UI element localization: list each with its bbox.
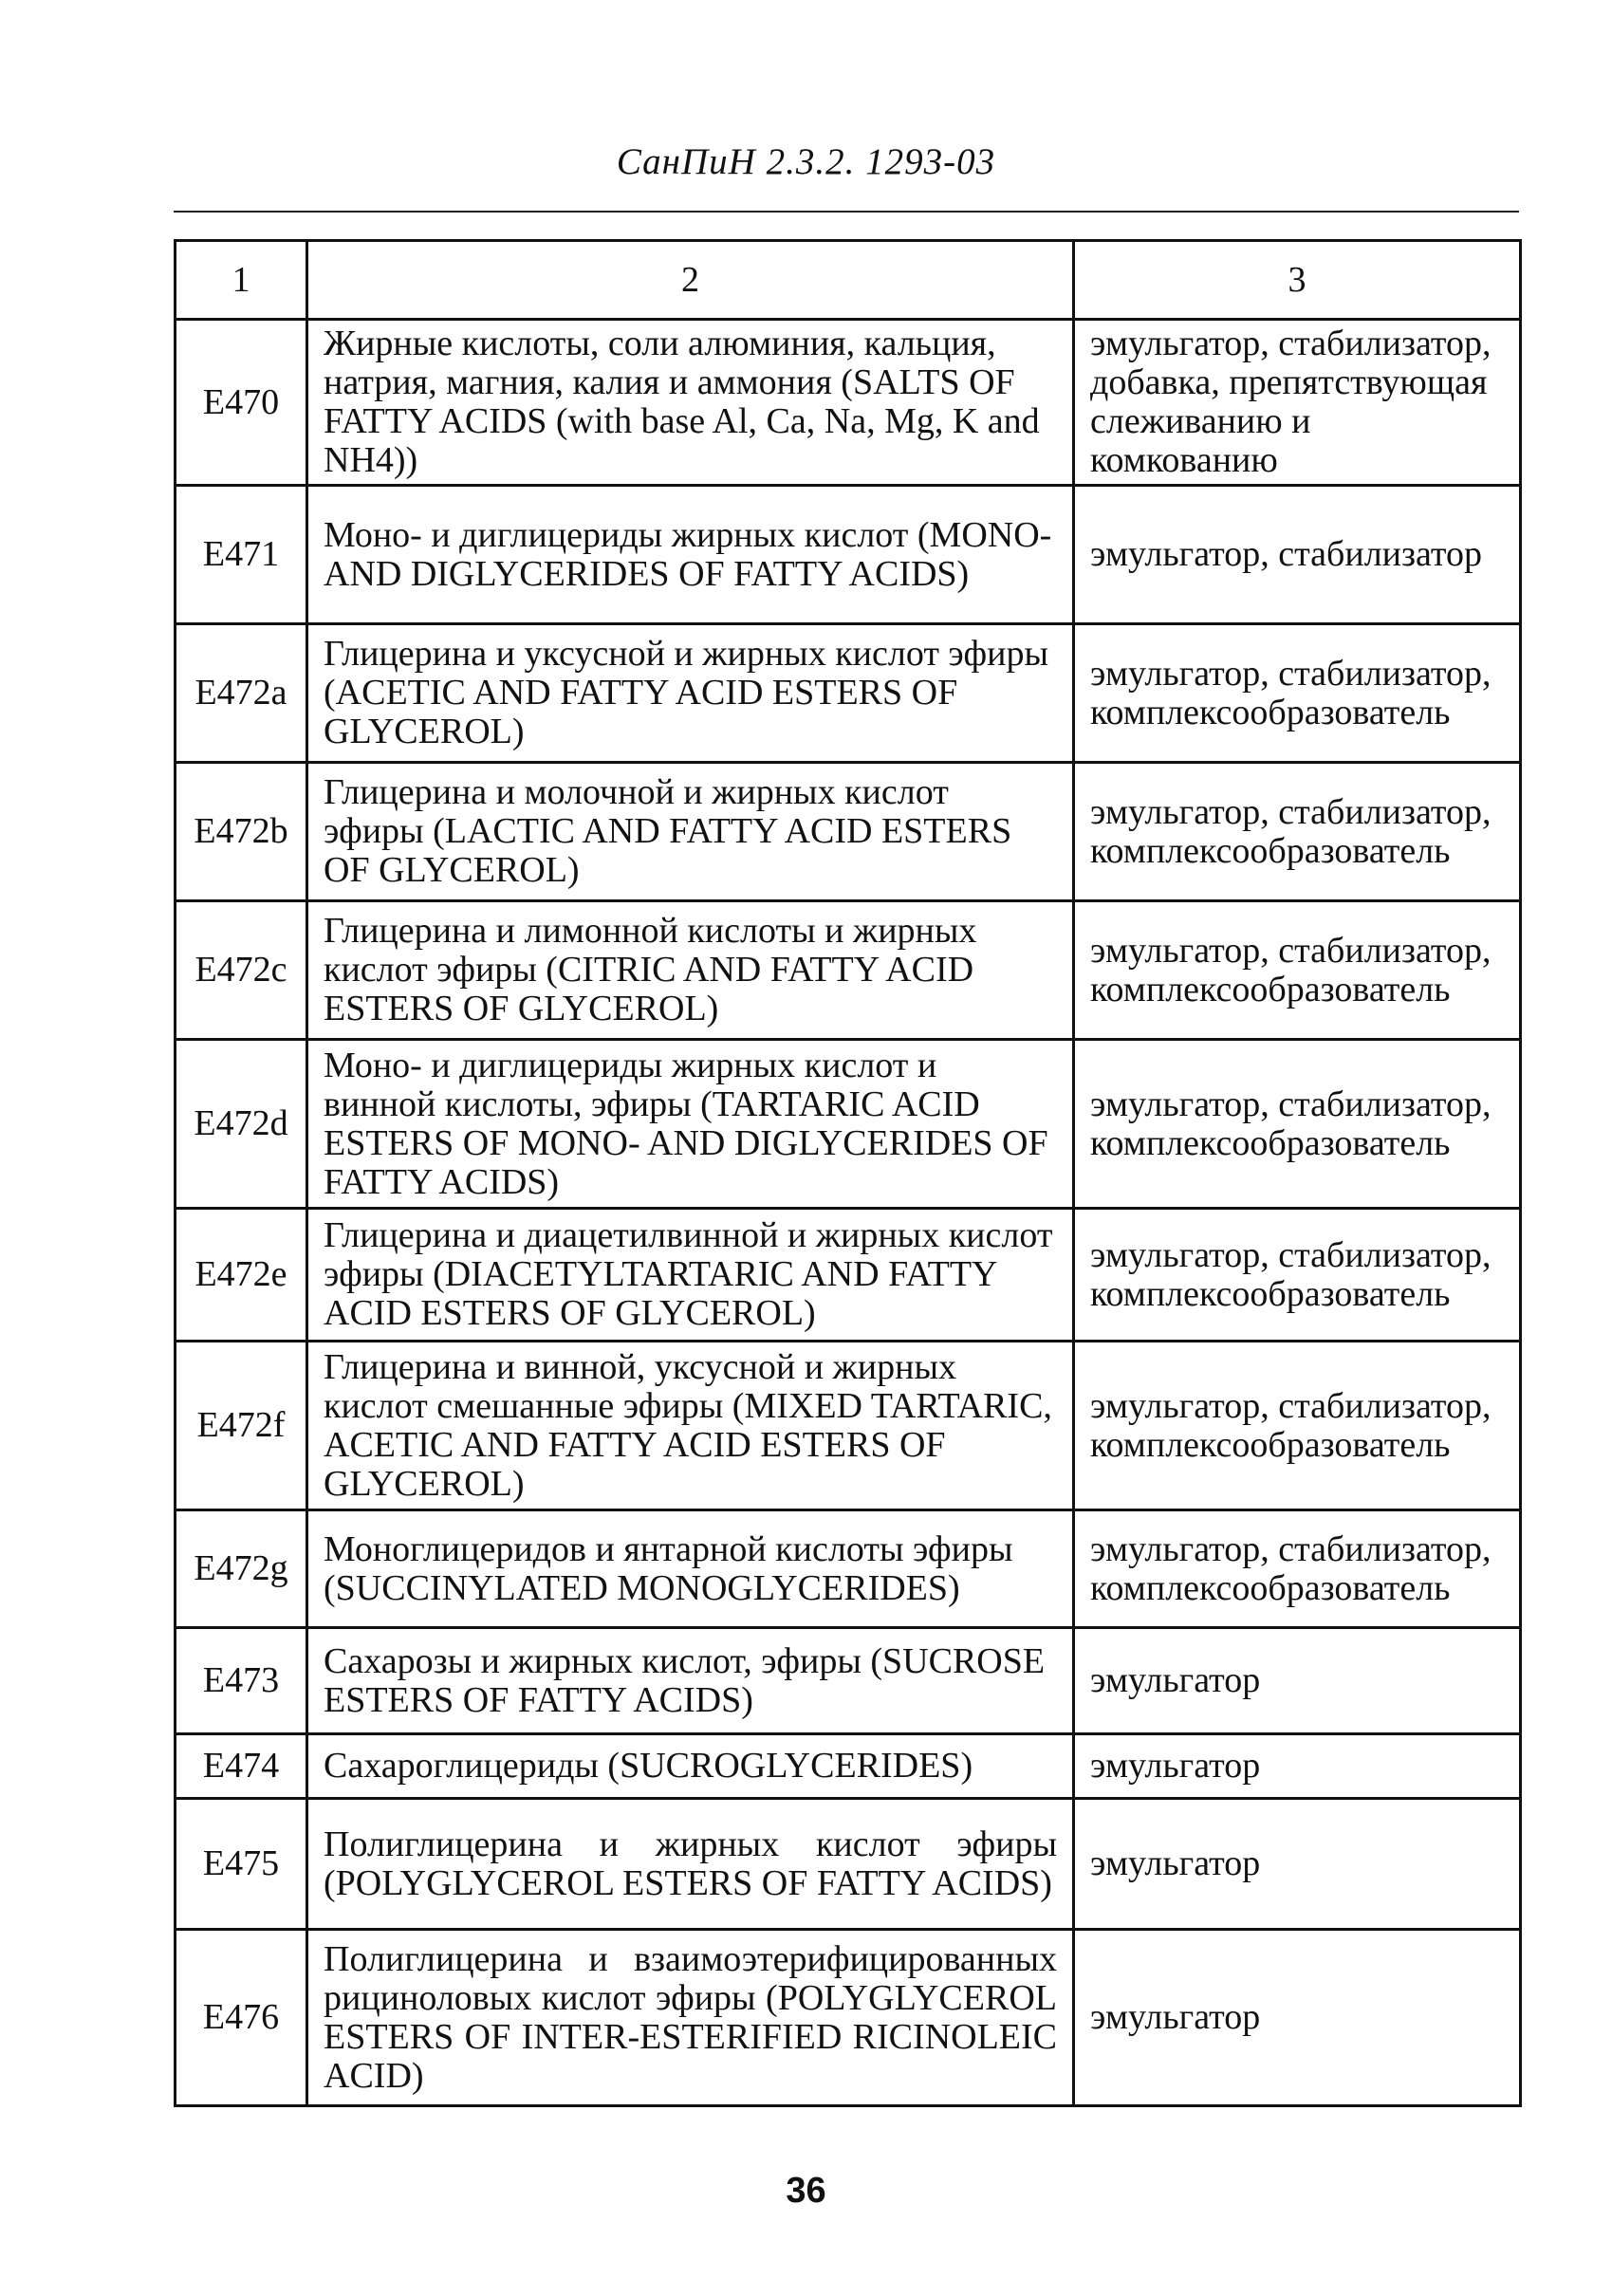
additive-code: E476 [176,1930,307,2106]
header-divider [174,211,1519,213]
additive-function: эмульгатор [1074,1734,1521,1799]
additive-code: E472e [176,1209,307,1342]
additive-code: E472g [176,1510,307,1628]
additive-function: эмульгатор, стабилизатор [1074,486,1521,624]
additive-code: E475 [176,1799,307,1930]
additive-code: E474 [176,1734,307,1799]
table-row [176,1510,1521,1628]
table-row [176,1040,1521,1209]
table-row [176,901,1521,1040]
additive-code: E471 [176,486,307,624]
additive-code: E472d [176,1040,307,1209]
table-row [176,1734,1521,1799]
additive-code: E472b [176,763,307,901]
additive-function: эмульгатор, стабилизатор, комплексообразователь [1074,1040,1521,1209]
additive-description: Моно- и диглицериды жирных кислот и винной кислоты, эфиры (TARTARIC ACID ESTERS OF MONO- AND DIGLYCERIDES OF FATTY ACIDS) [307,1040,1074,1209]
additives-table [174,239,1522,2107]
additive-function: эмульгатор, стабилизатор, добавка, препятствующая слеживанию и комкованию [1074,320,1521,486]
additive-description: Глицерина и уксусной и жирных кислот эфиры (ACETIC AND FATTY ACID ESTERS OF GLYCEROL) [307,624,1074,763]
page-header-title: СанПиН 2.3.2. 1293-03 [616,141,996,182]
table-row [176,1799,1521,1930]
additive-description: Жирные кислоты, соли алюминия, кальция, натрия, магния, калия и аммония (SALTS OF FATTY ACIDS (with base Al, Ca, Na, Mg, K and NH4)) [307,320,1074,486]
additive-description: Полиглицерина и жирных кислот эфиры (POLYGLYCEROL ESTERS OF FATTY ACIDS) [307,1799,1074,1930]
additive-function: эмульгатор [1074,1930,1521,2106]
table-row [176,1342,1521,1510]
table-header-row [176,241,1521,320]
additive-description: Глицерина и лимонной кислоты и жирных кислот эфиры (CITRIC AND FATTY ACID ESTERS OF GLYCEROL) [307,901,1074,1040]
table-row [176,624,1521,763]
table-row [176,1209,1521,1342]
table-row [176,1628,1521,1734]
column-header: 1 [176,241,307,320]
additive-function: эмульгатор, стабилизатор, комплексообразователь [1074,1510,1521,1628]
table-row [176,763,1521,901]
additive-function: эмульгатор, стабилизатор, комплексообразователь [1074,763,1521,901]
additive-function: эмульгатор [1074,1628,1521,1734]
table-row [176,486,1521,624]
column-header: 2 [307,241,1074,320]
column-header: 3 [1074,241,1521,320]
additive-function: эмульгатор, стабилизатор, комплексообразователь [1074,1209,1521,1342]
additive-code: E472a [176,624,307,763]
additive-description: Моно- и диглицериды жирных кислот (MONO- AND DIGLYCERIDES OF FATTY ACIDS) [307,486,1074,624]
additive-description: Глицерина и диацетилвинной и жирных кислот эфиры (DIACETYLTARTARIC AND FATTY ACID ESTERS OF GLYCEROL) [307,1209,1074,1342]
additive-function: эмульгатор, стабилизатор, комплексообразователь [1074,624,1521,763]
additive-code: E470 [176,320,307,486]
additive-function: эмульгатор, стабилизатор, комплексообразователь [1074,901,1521,1040]
additive-description: Сахароглицериды (SUCROGLYCERIDES) [307,1734,1074,1799]
additive-description: Полиглицерина и взаимоэтерифицированных рициноловых кислот эфиры (POLYGLYCEROL ESTERS OF INTER-ESTERIFIED RICINOLEIC ACID) [307,1930,1074,2106]
additive-description: Моноглицеридов и янтарной кислоты эфиры (SUCCINYLATED MONOGLYCERIDES) [307,1510,1074,1628]
additive-code: E473 [176,1628,307,1734]
additive-code: E472f [176,1342,307,1510]
additive-description: Глицерина и молочной и жирных кислот эфиры (LACTIC AND FATTY ACID ESTERS OF GLYCEROL) [307,763,1074,901]
additive-description: Глицерина и винной, уксусной и жирных кислот смешанные эфиры (MIXED TARTARIC, ACETIC AND FATTY ACID ESTERS OF GLYCEROL) [307,1342,1074,1510]
table-row [176,1930,1521,2106]
additive-description: Сахарозы и жирных кислот, эфиры (SUCROSE ESTERS OF FATTY ACIDS) [307,1628,1074,1734]
page-number: 36 [786,2171,826,2211]
additive-code: E472c [176,901,307,1040]
additive-function: эмульгатор, стабилизатор, комплексообразователь [1074,1342,1521,1510]
additive-function: эмульгатор [1074,1799,1521,1930]
table-row [176,320,1521,486]
